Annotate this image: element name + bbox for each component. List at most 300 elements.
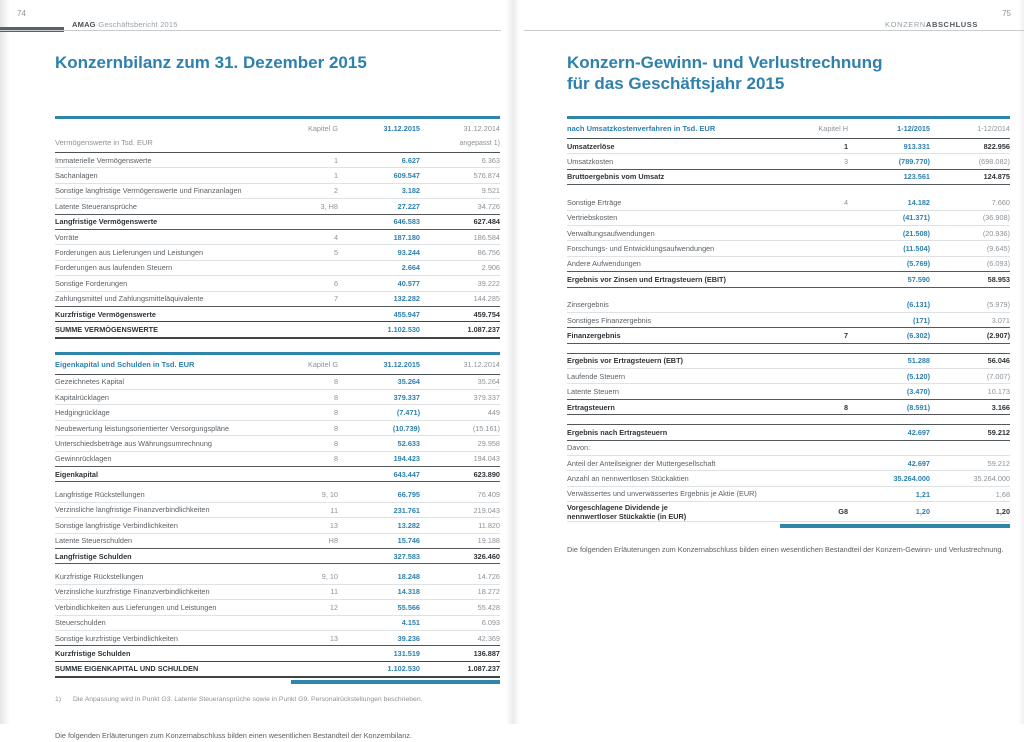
- page-number: 74: [17, 9, 26, 18]
- row-value-current: 455.947: [393, 309, 420, 319]
- row-label-line: Verzinsliche kurzfristige Finanzverbindlichkeiten: [55, 587, 210, 597]
- footnote-marker: 1): [55, 695, 62, 703]
- row-value-prior: 35.264.000: [973, 474, 1010, 484]
- row-kapitel: 8: [333, 392, 338, 402]
- row-label-line: Verwaltungsaufwendungen: [567, 228, 655, 238]
- table-row: [55, 585, 500, 600]
- row-label-line: SUMME EIGENKAPITAL UND SCHULDEN: [55, 664, 199, 674]
- row-kapitel: 3: [843, 157, 848, 167]
- row-label-line: Eigenkapital: [55, 469, 98, 479]
- row-value-current: 35.264.000: [893, 474, 930, 484]
- row-label: [55, 439, 266, 448]
- row-label: [55, 408, 266, 417]
- row-label: [567, 213, 776, 222]
- row-label-line: Hedgingrücklage: [55, 408, 110, 418]
- row-value-current: 379.337: [393, 392, 420, 402]
- row-label: [55, 454, 266, 463]
- brand-suffix: ·Geschäftsbericht 2015: [95, 20, 178, 29]
- table-row: [567, 424, 1010, 440]
- row-value-prior: 576.874: [473, 171, 500, 181]
- row-value-prior: 39.222: [477, 278, 500, 288]
- page-title-line2: für das Geschäftsjahr 2015: [567, 74, 785, 94]
- row-value-prior: 3.071: [991, 315, 1010, 325]
- row-label-line: Latente Steuern: [567, 387, 619, 397]
- row-label-line: nennwertloser Stückaktie (in EUR): [567, 511, 687, 521]
- page-content: [55, 116, 500, 742]
- row-label-line: Sonstige langfristige Vermögenswerte und Finanzanlagen: [55, 186, 242, 196]
- row-label: [567, 331, 776, 340]
- row-label-line: Verwässertes und unverwässertes Ergebnis je Aktie (EUR): [567, 489, 757, 499]
- row-label-line: Zinsergebnis: [567, 300, 609, 310]
- row-value-current: 327.583: [393, 551, 420, 561]
- row-kapitel: 11: [330, 587, 338, 597]
- row-value-prior: 59.212: [987, 458, 1010, 468]
- table-row: [55, 421, 500, 436]
- closing-statement: Die folgenden Erläuterungen zum Konzernabschluss bilden einen wesentlichen Bestandteil der Konzernbilanz.: [55, 731, 412, 741]
- row-label: [55, 649, 266, 658]
- row-label: [567, 503, 776, 521]
- row-label-line: Ergebnis nach Ertragsteuern: [567, 427, 668, 437]
- row-label-line: Andere Aufwendungen: [567, 259, 641, 269]
- table-row: [55, 466, 500, 482]
- row-value-current: 6.627: [401, 155, 420, 165]
- row-label: [55, 294, 266, 303]
- row-value-prior: (6.093): [986, 259, 1010, 269]
- row-value-prior: 449: [487, 408, 500, 418]
- row-value-current: (171): [912, 315, 930, 325]
- row-label-line: Immaterielle Vermögenswerte: [55, 155, 152, 165]
- row-value-current: (11.504): [903, 244, 930, 254]
- row-kapitel: 1: [333, 155, 338, 165]
- row-label-line: Sachanlagen: [55, 171, 98, 181]
- row-label: [567, 142, 776, 151]
- col-header-prior-period: 31.12.2014: [463, 124, 500, 133]
- balance-sheet-assets-table: [55, 116, 500, 339]
- row-label: [55, 248, 266, 257]
- row-label: [567, 172, 776, 181]
- row-kapitel: 13: [329, 633, 338, 643]
- row-label: [567, 489, 776, 498]
- brand-name: AMAG: [72, 20, 96, 29]
- row-value-current: 42.697: [907, 427, 930, 437]
- row-label-line: Latente Steuerschulden: [55, 536, 133, 546]
- row-label: [55, 552, 266, 561]
- row-value-current: 1.102.530: [387, 664, 420, 674]
- table-header-line: [567, 124, 1010, 133]
- row-value-prior: 822.956: [983, 141, 1010, 151]
- row-value-current: (21.508): [902, 228, 930, 238]
- table-row: [55, 292, 500, 307]
- row-value-prior: 194.043: [473, 454, 500, 464]
- col-header-current-period: 1-12/2015: [897, 124, 930, 133]
- table-title: nach Umsatzkostenverfahren in Tsd. EUR: [567, 124, 716, 133]
- row-label-line: SUMME VERMÖGENSWERTE: [55, 324, 158, 334]
- page-number: 75: [1002, 9, 1011, 18]
- row-value-current: 14.318: [397, 587, 420, 597]
- row-value-prior: 10.173: [987, 387, 1010, 397]
- row-label-line: Davon:: [567, 443, 591, 453]
- row-value-prior: 9.521: [481, 186, 500, 196]
- table-group: [55, 569, 500, 683]
- row-label-line: Kurzfristige Vermögenswerte: [55, 309, 156, 319]
- section-label-bold: ABSCHLUSS: [925, 20, 978, 29]
- row-value-prior: (7.007): [986, 371, 1010, 381]
- table-row: [567, 211, 1010, 226]
- row-value-current: 52.633: [397, 438, 420, 448]
- table-row: [55, 245, 500, 260]
- row-label-line: Gewinnrücklagen: [55, 454, 112, 464]
- row-label: [567, 275, 776, 284]
- row-value-current: 35.264: [397, 377, 420, 387]
- row-label-line: Sonstiges Finanzergebnis: [567, 315, 651, 325]
- table-header-line: [55, 360, 500, 369]
- row-kapitel: H8: [328, 536, 338, 546]
- row-label-line: Unterschiedsbeträge aus Währungsumrechnung: [55, 438, 212, 448]
- table-row: [55, 548, 500, 564]
- row-label: [567, 316, 776, 325]
- closing-statement: Die folgenden Erläuterungen zum Konzernabschluss bilden einen wesentlichen Bestandteil der Konzern-Gewinn- und Verlustrechnung.: [567, 544, 1004, 554]
- row-value-current: 66.795: [397, 490, 420, 500]
- row-label: [55, 587, 266, 596]
- row-label-line: Sonstige Forderungen: [55, 278, 128, 288]
- row-value-prior: 6.363: [481, 155, 500, 165]
- row-value-current: 1.102.530: [387, 324, 420, 334]
- table-row: [55, 518, 500, 533]
- row-value-prior: 35.264: [477, 377, 500, 387]
- row-label-line: Laufende Steuern: [567, 371, 626, 381]
- row-kapitel: 8: [333, 423, 338, 433]
- row-value-current: 42.697: [907, 458, 930, 468]
- row-label: [567, 372, 776, 381]
- sum-underline-bar: [291, 680, 500, 684]
- table-header: [55, 355, 500, 375]
- row-value-current: 4.151: [401, 618, 420, 628]
- row-kapitel: G8: [838, 507, 848, 517]
- page-74: [0, 0, 512, 741]
- row-value-prior: 1.087.237: [467, 664, 500, 674]
- col-header-current-period: 31.12.2015: [383, 124, 420, 133]
- row-value-prior: 14.726: [477, 572, 500, 582]
- row-kapitel: 8: [333, 438, 338, 448]
- row-value-prior: 136.887: [473, 649, 500, 659]
- row-value-current: (7.471): [396, 408, 420, 418]
- row-value-prior: 56.046: [987, 356, 1010, 366]
- row-value-prior: (20.936): [982, 228, 1010, 238]
- row-value-prior: 58.953: [987, 274, 1010, 284]
- row-value-current: (10.739): [392, 423, 420, 433]
- row-value-current: (6.131): [906, 300, 930, 310]
- row-label-line: Gezeichnetes Kapital: [55, 377, 124, 387]
- row-value-current: 93.244: [397, 248, 420, 258]
- adjusted-note: angepasst 1): [459, 140, 500, 147]
- row-kapitel: 7: [843, 330, 848, 340]
- sum-underline-bar: [780, 524, 1010, 528]
- table-group: [55, 375, 500, 483]
- table-row: [567, 154, 1010, 169]
- row-label-line: Sonstige kurzfristige Verbindlichkeiten: [55, 633, 178, 643]
- row-label-line: Finanzergebnis: [567, 330, 621, 340]
- col-header-current-period: 31.12.2015: [383, 359, 420, 369]
- row-value-current: 646.583: [393, 217, 420, 227]
- row-value-current: 131.519: [393, 649, 420, 659]
- row-label-line: Kapitalrücklagen: [55, 392, 109, 402]
- row-value-current: 187.180: [393, 232, 420, 242]
- row-label-line: Forschungs- und Entwicklungsaufwendungen: [567, 243, 715, 253]
- table-row: [567, 502, 1010, 522]
- section-label-light: KONZERN: [885, 20, 926, 29]
- table-group: [55, 487, 500, 564]
- table-row: [55, 661, 500, 678]
- row-value-prior: 86.756: [477, 248, 500, 258]
- row-value-prior: 1,20: [995, 507, 1010, 517]
- row-kapitel: 1: [333, 171, 338, 181]
- row-label-line: Sonstige langfristige Verbindlichkeiten: [55, 520, 178, 530]
- row-label-line: Ergebnis vor Ertragsteuern (EBT): [567, 356, 683, 366]
- row-value-current: (5.120): [906, 371, 930, 381]
- table-row: [55, 436, 500, 451]
- row-kapitel: 3, H8: [320, 201, 338, 211]
- row-label: [55, 603, 266, 612]
- table-header: [55, 119, 500, 153]
- row-value-current: 27.227: [397, 201, 420, 211]
- row-value-current: 1,21: [915, 489, 930, 499]
- row-value-prior: 59.212: [987, 427, 1010, 437]
- row-value-prior: 124.875: [983, 172, 1010, 182]
- table-row: [55, 487, 500, 502]
- table-row: [567, 298, 1010, 313]
- table-row: [55, 199, 500, 214]
- page-content: [567, 116, 1010, 556]
- row-value-current: 15.746: [397, 536, 420, 546]
- row-label-line: Verzinsliche langfristige Finanzverbindlichkeiten: [55, 505, 210, 515]
- table-title: Eigenkapital und Schulden in Tsd. EUR: [55, 359, 195, 369]
- row-kapitel: 11: [330, 505, 338, 515]
- row-value-current: 18.248: [397, 572, 420, 582]
- table-row: [567, 353, 1010, 369]
- row-value-prior: 459.754: [473, 309, 500, 319]
- row-label: [55, 325, 266, 334]
- table-header: [567, 119, 1010, 139]
- row-value-current: 1,20: [915, 507, 930, 517]
- table-row: [567, 399, 1010, 415]
- row-label: [567, 356, 776, 365]
- row-value-current: 40.577: [397, 278, 420, 288]
- footnote-text: Die Anpassung wird in Punkt G3. Latente Steueransprüche sowie in Punkt G9. Personalrückstellungen beschrieben.: [73, 695, 423, 703]
- row-label: [55, 618, 266, 627]
- table-row: [55, 569, 500, 584]
- row-value-prior: 29.958: [477, 438, 500, 448]
- row-label-line: Anteil der Anteilseigner der Muttergesellschaft: [567, 458, 716, 468]
- row-label-line: Langfristige Vermögenswerte: [55, 217, 158, 227]
- table-group: [567, 139, 1010, 185]
- table-row: [55, 375, 500, 390]
- row-kapitel: 2: [333, 186, 338, 196]
- row-label: [567, 459, 776, 468]
- row-value-prior: 18.272: [477, 587, 500, 597]
- row-value-prior: 76.409: [477, 490, 500, 500]
- row-kapitel: 6: [333, 278, 338, 288]
- row-label: [55, 393, 266, 402]
- row-kapitel: 8: [333, 408, 338, 418]
- row-label-line: Umsatzerlöse: [567, 141, 615, 151]
- row-label-line: Vorräte: [55, 232, 79, 242]
- row-value-prior: 326.460: [473, 551, 500, 561]
- row-label: [55, 186, 266, 195]
- row-label-line: Umsatzkosten: [567, 157, 614, 167]
- row-value-prior: 1,68: [995, 489, 1010, 499]
- row-kapitel: 5: [333, 248, 338, 258]
- table-row: [567, 226, 1010, 241]
- row-label-line: Forderungen aus laufenden Steuern: [55, 263, 173, 273]
- row-value-current: (3.470): [906, 387, 930, 397]
- row-label: [567, 157, 776, 166]
- row-label: [55, 521, 266, 530]
- table-row: [55, 452, 500, 467]
- row-value-current: 3.182: [401, 186, 420, 196]
- row-label: [55, 171, 266, 180]
- row-value-current: (789.770): [898, 157, 930, 167]
- table-group: [55, 153, 500, 339]
- section-label: [885, 20, 978, 29]
- row-label-line: Vorgeschlagene Dividende je: [567, 502, 668, 512]
- col-header-kapitel: Kapitel H: [818, 124, 848, 133]
- row-label-line: Zahlungsmittel und Zahlungsmitteläquivalente: [55, 294, 204, 304]
- row-value-prior: 19.188: [477, 536, 500, 546]
- row-label-line: Kurzfristige Rückstellungen: [55, 572, 144, 582]
- row-value-prior: 144.285: [473, 294, 500, 304]
- row-value-current: 231.761: [393, 505, 420, 515]
- row-value-prior: 42.369: [477, 633, 500, 643]
- col-header-prior-period: 31.12.2014: [463, 359, 500, 369]
- col-header-kapitel: Kapitel G: [307, 359, 338, 369]
- row-kapitel: 8: [843, 402, 848, 412]
- table-row: [55, 230, 500, 245]
- row-value-prior: (5.979): [986, 300, 1010, 310]
- income-statement-table: [567, 116, 1010, 528]
- table-row: [55, 616, 500, 631]
- row-kapitel: 4: [843, 197, 848, 207]
- row-value-current: 51.288: [907, 356, 930, 366]
- table-row: [567, 369, 1010, 384]
- row-value-prior: (698.082): [978, 157, 1010, 167]
- row-value-prior: (15.161): [472, 423, 500, 433]
- row-label: [567, 474, 776, 483]
- table-row: [55, 306, 500, 322]
- row-label-line: Forderungen aus Lieferungen und Leistungen: [55, 247, 204, 257]
- table-row: [567, 327, 1010, 343]
- table-row: [567, 241, 1010, 256]
- table-row: [567, 487, 1010, 502]
- row-label: [567, 443, 776, 452]
- row-value-prior: 2.906: [481, 263, 500, 273]
- page-title: Konzernbilanz zum 31. Dezember 2015: [55, 53, 367, 72]
- table-row: [55, 261, 500, 276]
- table-row: [567, 257, 1010, 272]
- page-75: [512, 0, 1024, 724]
- table-row: [567, 441, 1010, 456]
- table-group: [567, 195, 1010, 287]
- row-label: [55, 664, 266, 673]
- table-row: [567, 313, 1010, 328]
- row-label: [55, 217, 266, 226]
- row-kapitel: 12: [329, 602, 338, 612]
- row-value-current: 2.664: [401, 263, 420, 273]
- row-label: [55, 572, 266, 581]
- row-value-current: 123.561: [903, 172, 930, 182]
- row-value-current: 14.182: [907, 197, 930, 207]
- table-group: [567, 298, 1010, 344]
- row-label: [55, 490, 266, 499]
- table-row: [55, 503, 500, 518]
- row-value-prior: 11.820: [478, 520, 500, 530]
- table-row: [567, 471, 1010, 486]
- row-value-current: 643.447: [393, 469, 420, 479]
- row-label-line: Sonstige Erträge: [567, 197, 622, 207]
- header-rule: [0, 30, 501, 31]
- row-kapitel: 4: [333, 232, 338, 242]
- row-label-line: Langfristige Rückstellungen: [55, 490, 145, 500]
- row-label: [55, 424, 266, 433]
- table-row: [55, 534, 500, 549]
- row-value-current: 132.282: [393, 294, 420, 304]
- row-value-current: 57.590: [907, 274, 930, 284]
- table-row: [55, 214, 500, 230]
- table-row: [567, 384, 1010, 399]
- row-label: [567, 229, 776, 238]
- table-group: [567, 353, 1010, 416]
- row-value-current: (41.371): [902, 213, 930, 223]
- row-value-prior: 623.890: [473, 469, 500, 479]
- row-label: [55, 536, 266, 545]
- row-label-line: Kurzfristige Schulden: [55, 648, 131, 658]
- page-title-line1: Konzern-Gewinn- und Verlustrechnung: [567, 53, 883, 72]
- row-label: [55, 263, 266, 272]
- table-subtitle: Vermögenswerte in Tsd. EUR: [55, 138, 153, 147]
- table-row: [55, 631, 500, 646]
- col-header-prior-period: 1-12/2014: [977, 124, 1010, 133]
- row-label: [55, 505, 266, 514]
- row-value-prior: 219.043: [473, 505, 500, 515]
- row-value-prior: 7.660: [991, 197, 1010, 207]
- row-label-line: Anzahl an nennwertlosen Stückaktien: [567, 474, 689, 484]
- row-label: [567, 428, 776, 437]
- row-label: [55, 377, 266, 386]
- row-value-current: (8.591): [906, 402, 930, 412]
- row-value-prior: 3.166: [991, 402, 1010, 412]
- row-label-line: Latente Steueransprüche: [55, 201, 137, 211]
- row-label-line: Steuerschulden: [55, 618, 106, 628]
- table-row: [55, 153, 500, 168]
- table-row: [55, 600, 500, 615]
- row-label: [567, 403, 776, 412]
- footnote: [55, 695, 500, 705]
- table-row: [55, 390, 500, 405]
- row-value-prior: (2.907): [986, 330, 1010, 340]
- row-value-prior: 34.726: [477, 201, 500, 211]
- row-kapitel: 9, 10: [321, 572, 338, 582]
- row-kapitel: 8: [333, 377, 338, 387]
- table-row: [55, 645, 500, 661]
- row-label: [567, 259, 776, 268]
- table-row: [567, 271, 1010, 287]
- row-value-current: 55.566: [397, 602, 420, 612]
- row-value-current: 609.547: [393, 171, 420, 181]
- row-value-current: 913.331: [903, 141, 930, 151]
- row-value-prior: 6.093: [481, 618, 500, 628]
- table-header-line: [55, 124, 500, 133]
- row-value-current: 39.236: [397, 633, 420, 643]
- row-value-prior: (9.645): [986, 244, 1010, 254]
